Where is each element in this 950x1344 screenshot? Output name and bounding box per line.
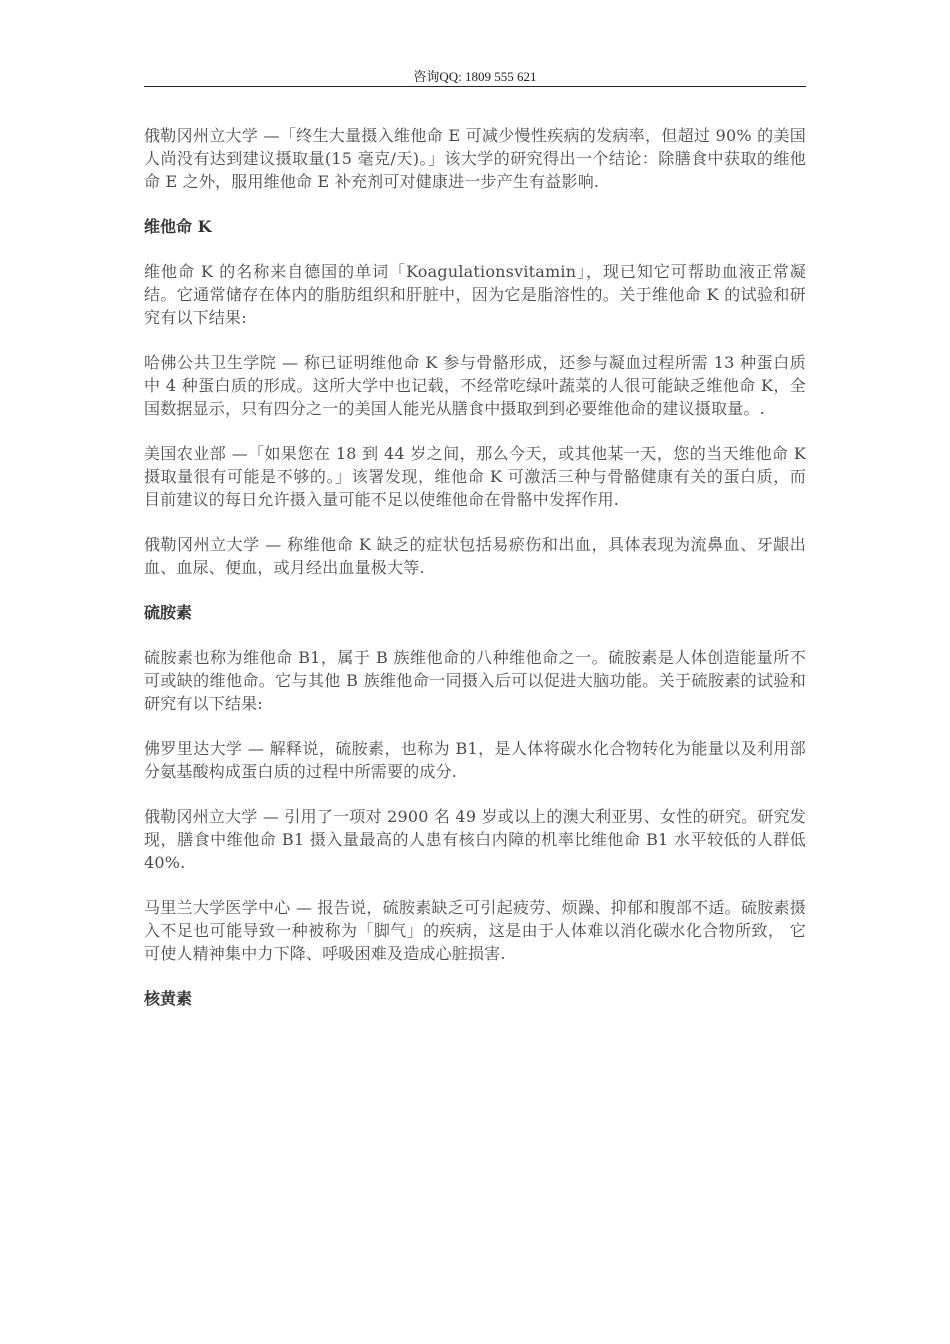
paragraph-vitamin-k-intro: 维他命 K 的名称来自德国的单词「Koagulationsvitamin」，现已知它可帮助血液正常凝结。它通常储存在体内的脂肪组织和肝脏中，因为它是脂溶性的。关于维他命 K 的试验和研究有以下结果: — [144, 262, 806, 327]
paragraph-thiamine-intro: 硫胺素也称为维他命 B1，属于 B 族维他命的八种维他命之一。硫胺素是人体创造能量所不可或缺的维他命。它与其他 B 族维他命一同摄入后可以促进大脑功能。关于硫胺素的试验和研究有以下结果: — [144, 648, 806, 713]
page-header: 咨询QQ: 1809 555 621 — [413, 69, 537, 84]
paragraph-vitamin-e-oregon: 俄勒冈州立大学 —「终生大量摄入维他命 E 可减少慢性疾病的发病率，但超过 90% 的美国人尚没有达到建议摄取量(15 毫克/天)。」该大学的研究得出一个结论：除膳食中获取的维他命 E 之外，服用维他命 E 补充剂可对健康进一步产生有益影响. — [144, 126, 806, 191]
paragraph-thiamine-florida: 佛罗里达大学 — 解释说，硫胺素，也称为 B1，是人体将碳水化合物转化为能量以及利用部分氨基酸构成蛋白质的过程中所需要的成分. — [144, 739, 806, 781]
heading-riboflavin: 核黄素 — [144, 989, 193, 1008]
heading-thiamine: 硫胺素 — [144, 603, 193, 622]
header-divider — [144, 86, 806, 87]
paragraph-vitamin-k-harvard: 哈佛公共卫生学院 — 称已证明维他命 K 参与骨骼形成，还参与凝血过程所需 13 种蛋白质中 4 种蛋白质的形成。这所大学中也记载，不经常吃绿叶蔬菜的人很可能缺乏维他命 K，全国数据显示，只有四分之一的美国人能光从膳食中摄取到到必要维他命的建议摄取量。. — [144, 353, 806, 418]
paragraph-vitamin-k-oregon: 俄勒冈州立大学 — 称维他命 K 缺乏的症状包括易瘀伤和出血，具体表现为流鼻血、牙龈出血、血尿、便血，或月经出血量极大等. — [144, 535, 806, 577]
document-body — [144, 124, 806, 1032]
heading-vitamin-k: 维他命 K — [144, 217, 212, 236]
paragraph-vitamin-k-usda: 美国农业部 —「如果您在 18 到 44 岁之间，那么今天，或其他某一天，您的当天维他命 K 摄取量很有可能是不够的。」该署发现，维他命 K 可激活三种与骨骼健康有关的蛋白质，而目前建议的每日允许摄入量可能不足以使维他命在骨骼中发挥作用. — [144, 444, 806, 509]
paragraph-thiamine-oregon: 俄勒冈州立大学 — 引用了一项对 2900 名 49 岁或以上的澳大利亚男、女性的研究。研究发现，膳食中维他命 B1 摄入量最高的人患有核白内障的机率比维他命 B1 水平较低的人群低 40%. — [144, 807, 806, 872]
paragraph-thiamine-maryland: 马里兰大学医学中心 — 报告说，硫胺素缺乏可引起疲劳、烦躁、抑郁和腹部不适。硫胺素摄入不足也可能导致一种被称为「脚气」的疾病，这是由于人体难以消化碳水化合物所致， 它可使人精神集中力下降、呼吸困难及造成心脏损害. — [144, 898, 806, 963]
